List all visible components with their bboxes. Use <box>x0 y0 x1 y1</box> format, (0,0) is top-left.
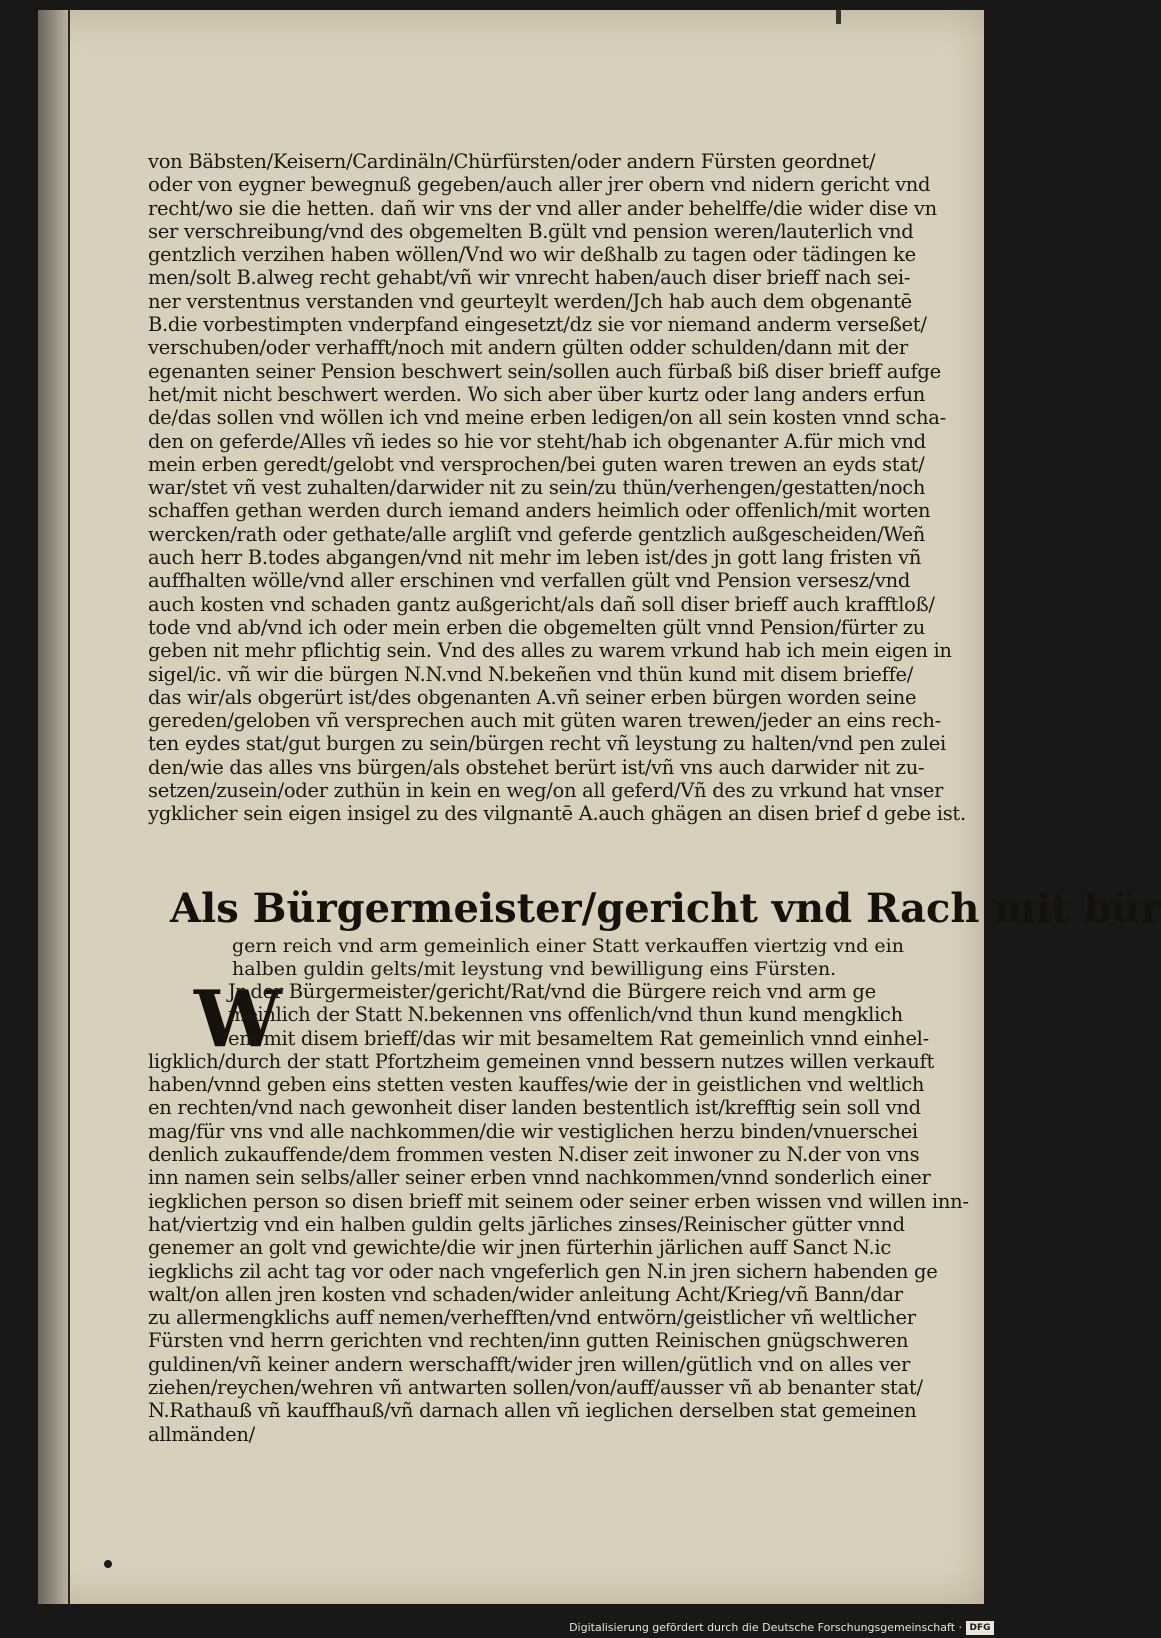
text-line: iegklichen person so disen brieff mit seinem oder seiner erben wissen vnd willen inn- <box>148 1189 969 1213</box>
text-line: Fürsten vnd herrn gerichten vnd rechten/inn gutten Reinischen gnügschweren <box>148 1329 909 1353</box>
dfg-logo: DFG <box>966 1621 994 1635</box>
text-line: schaffen gethan werden durch iemand anders heimlich oder offenlich/mit worten <box>148 499 931 523</box>
text-line: wercken/rath oder gethate/alle argliſt vnd geferde gentzlich außgescheiden/Weñ <box>148 522 925 546</box>
paragraph-1 <box>148 150 966 826</box>
text-line: en rechten/vnd nach gewonheit diser landen bestentlich ist/krefftig sein soll vnd <box>148 1096 921 1120</box>
text-line: oder von eygner bewegnuß gegeben/auch aller jrer obern vnd nidern gericht vnd <box>148 173 931 197</box>
paragraph-2 <box>148 974 969 1446</box>
text-line: geben nit mehr pflichtig sein. Vnd des alles zu warem vrkund hab ich mein eigen in <box>148 639 952 663</box>
text-line: denlich zukauffende/dem frommen vesten N.diser zeit inwoner zu N.der von vns <box>148 1143 920 1167</box>
text-line: den/wie das alles vns bürgen/als obstehet berürt ist/vñ vns auch darwider nit zu- <box>148 755 925 779</box>
corner-mark <box>836 10 841 24</box>
text-line: inn namen sein selbs/aller seiner erben vnnd nachkommen/vnnd sonderlich einer <box>148 1166 931 1190</box>
text-line: sigel/ic. vñ wir die bürgen N.N.vnd N.bekeñen vnd thün kund mit disem brieffe/ <box>148 662 914 686</box>
text-line: Jr der Bürgermeister/gericht/Rat/vnd die Bürgere reich vnd arm ge <box>228 980 876 1003</box>
text-line: het/mit nicht beschwert werden. Wo sich aber über kurtz oder lang anders erfun <box>148 382 925 406</box>
text-line: haben/vnnd geben eins stetten vesten kauffes/wie der in geistlichen vnd weltlich <box>148 1073 925 1097</box>
text-line: von Bäbsten/Keisern/Cardinäln/Chürfürsten/oder andern Fürsten geordnet/ <box>148 150 876 173</box>
text-line: mein erben geredt/gelobt vnd versprochen/bei guten waren trewen an eyds stat/ <box>148 452 925 476</box>
text-line: auch herr B.todes abgangen/vnd nit mehr im leben ist/des jn gott lang fristen vñ <box>148 546 922 570</box>
text-line: ziehen/reychen/wehren vñ antwarten sollen/von/auff/ausser vñ ab benanter stat/ <box>148 1376 923 1400</box>
text-line: auffhalten wölle/vnd aller erschinen vnd verfallen gült vnd Pension versesz/vnd <box>148 569 911 593</box>
text-line: em mit disem brieff/das wir mit besameltem Rat gemeinlich vnnd einhel- <box>228 1026 929 1050</box>
text-line: ner verstentnus verstanden vnd geurteylt werden/Jch hab auch dem obgenantē <box>148 289 912 313</box>
text-line: men/solt B.alweg recht gehabt/vñ wir vnrecht haben/auch diser brieff nach sei- <box>148 266 911 290</box>
text-line: iegklichs zil acht tag vor oder nach vngeferlich gen N.in jren sichern habenden ge <box>148 1259 938 1283</box>
section-heading: Als Bürgermeister/gericht vnd Rach mit bür <box>170 885 1161 932</box>
text-line: gereden/geloben vñ versprechen auch mit güten waren trewen/jeder an eins rech- <box>148 709 941 733</box>
text-line: meinlich der Statt N.bekennen vns offenlich/vnd thun kund mengklich <box>228 1003 903 1027</box>
text-line: ygklicher sein eigen insigel zu des vilgnantē A.auch ghägen an disen brief d gebe ist. <box>148 802 966 826</box>
text-line: halben guldin gelts/mit leystung vnd bewilligung eins Fürsten. <box>232 958 837 980</box>
text-line: de/das sollen vnd wöllen ich vnd meine erben ledigen/on all sein kosten vnnd scha- <box>148 406 946 430</box>
text-line: genemer an golt vnd gewichte/die wir jnen fürterhin järlichen auff Sanct N.ic <box>148 1236 891 1260</box>
text-line: zu allermengklichs auff nemen/verhefften/vnd entwörn/geistlicher vñ weltlicher <box>148 1306 916 1330</box>
text-line: hat/viertzig vnd ein halben guldin gelts jārliches zinses/Reinischer gütter vnnd <box>148 1212 905 1236</box>
text-line: mag/für vns vnd alle nachkommen/die wir vestiglichen herzu binden/vnuerschei <box>148 1119 918 1143</box>
footer-bar <box>0 1618 1000 1638</box>
text-line: ten eydes stat/gut burgen zu sein/bürgen recht vñ leystung zu halten/vnd pen zulei <box>148 732 946 756</box>
text-line: guldinen/vñ keiner andern werschafft/wider jren willen/gütlich vnd on alles ver <box>148 1352 911 1376</box>
text-line: auch kosten vnd schaden gantz außgericht/als dañ soll diser brieff auch krafftloß/ <box>148 592 935 616</box>
drop-initial: W <box>194 974 282 1065</box>
text-line: recht/wo sie die hetten. dañ wir vns der vnd aller ander behelffe/die wider dise vn <box>148 196 937 220</box>
margin-dot <box>104 1560 112 1568</box>
page-gutter <box>38 10 68 1604</box>
section-subheading <box>232 935 932 981</box>
text-line: walt/on allen jren kosten vnd schaden/wider anleitung Acht/Krieg/vñ Bann/dar <box>148 1282 903 1306</box>
text-line: gern reich vnd arm gemeinlich einer Statt verkauffen viertzig vnd ein <box>232 935 904 957</box>
text-line: verschuben/oder verhafft/noch mit andern gülten odder schulden/dann mit der <box>148 336 908 360</box>
text-line: war/stet vñ vest zuhalten/darwider nit zu sein/zu thün/verhengen/gestatten/noch <box>148 476 926 500</box>
text-line: ligklich/durch der statt Pfortzheim gemeinen vnnd bessern nutzes willen verkauft <box>148 1049 934 1073</box>
text-line: N.Rathauß vñ kauffhauß/vñ darnach allen vñ ieglichen derselben stat gemeinen <box>148 1399 917 1423</box>
text-line: ser verschreibung/vnd des obgemelten B.gült vnd pension weren/lauterlich vnd <box>148 219 914 243</box>
text-line: egenanten seiner Pension beschwert sein/sollen auch fürbaß biß diser brieff aufge <box>148 359 941 383</box>
footer-credit: Digitalisierung gefördert durch die Deutsche Forschungsgemeinschaft · <box>569 1621 962 1634</box>
text-line: das wir/als obgerürt ist/des obgenanten A.vñ seiner erben bürgen worden seine <box>148 685 917 709</box>
spine-edge <box>68 10 70 1604</box>
text-line: allmänden/ <box>148 1422 255 1446</box>
text-line: B.die vorbestimpten vnderpfand eingesetzt/dz sie vor niemand anderm verseßet/ <box>148 313 927 337</box>
text-line: tode vnd ab/vnd ich oder mein erben die obgemelten gült vnnd Pension/fürter zu <box>148 615 925 639</box>
text-line: gentzlich verzihen haben wöllen/Vnd wo wir deßhalb zu tagen oder tädingen ke <box>148 243 916 267</box>
text-line: setzen/zusein/oder zuthün in kein en weg/on all geferd/Vñ des zu vrkund hat vnser <box>148 779 944 803</box>
text-line: den on geferde/Alles vñ iedes so hie vor steht/hab ich obgenanter A.für mich vnd <box>148 429 926 453</box>
